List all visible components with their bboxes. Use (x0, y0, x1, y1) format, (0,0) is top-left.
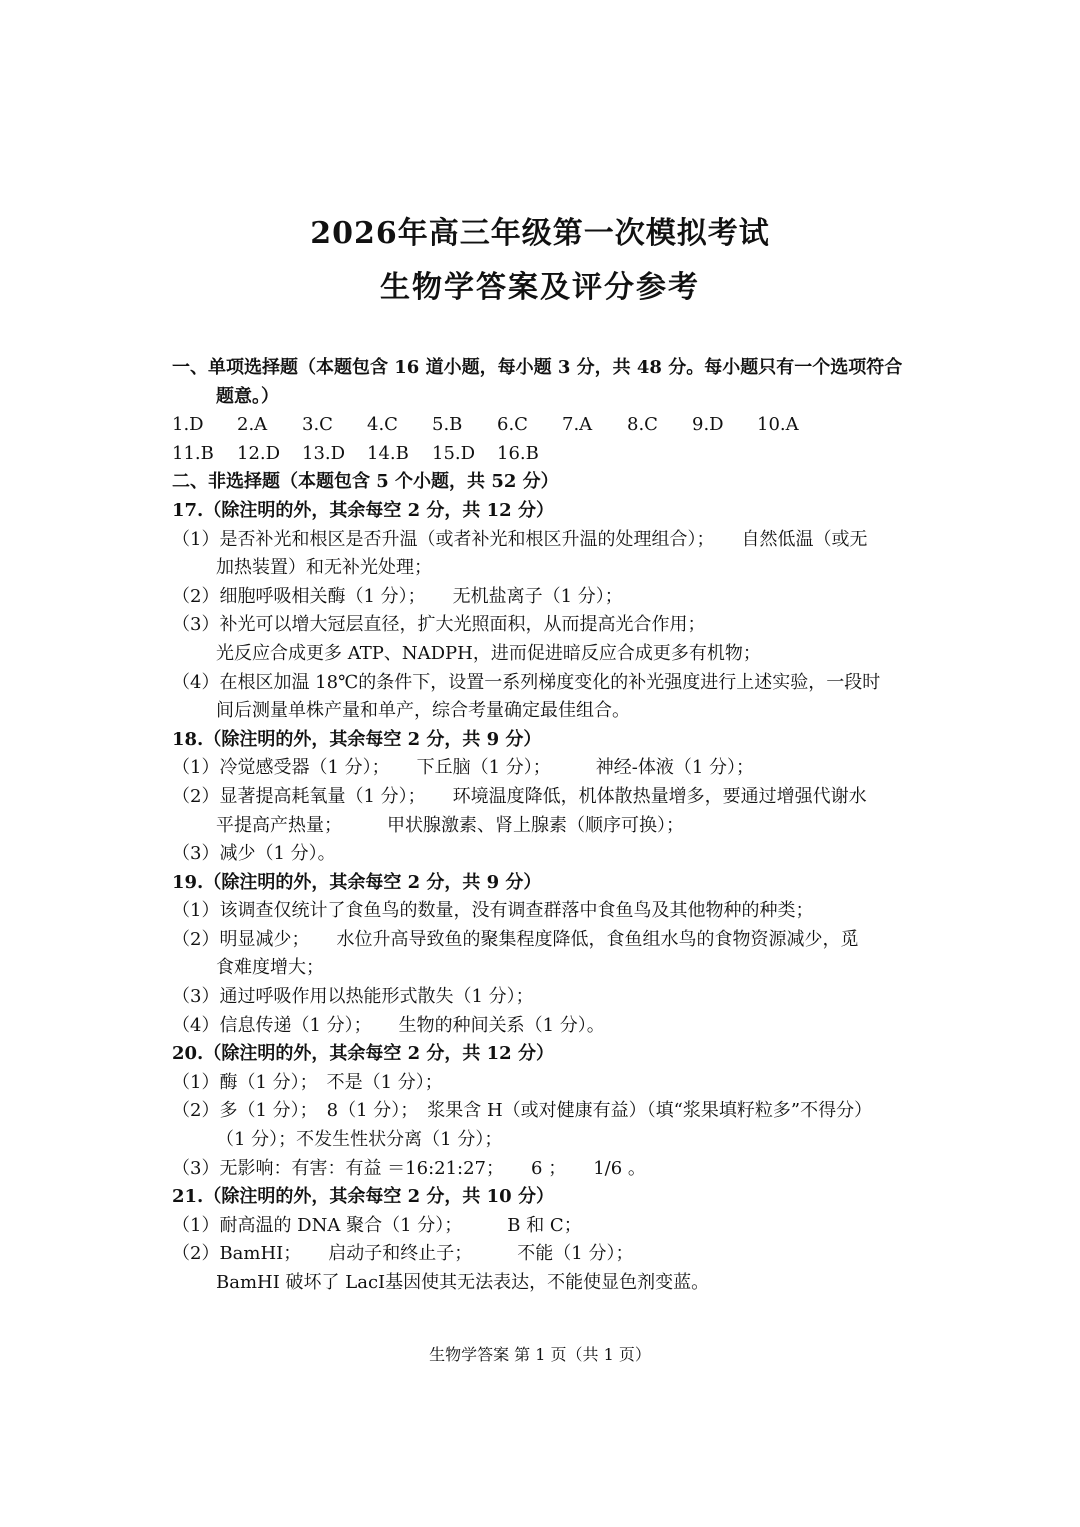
answer-content (172, 354, 920, 1298)
answer-line: 平提高产热量； 甲状腺激素、肾上腺素（顺序可换）； (216, 814, 684, 836)
mc-answer: 10.A (757, 414, 799, 436)
answer-line: （1）耐高温的 DNA 聚合（1 分）； B 和 C； (172, 1214, 582, 1236)
answer-line: （3）补光可以增大冠层直径，扩大光照面积，从而提高光合作用； (172, 614, 706, 636)
mc-answer: 9.D (692, 414, 724, 436)
section1-heading: 一、单项选择题（本题包含 16 道小题，每小题 3 分，共 48 分。每小题只有一个选项符合 (172, 357, 903, 378)
exam-subtitle: 生物学答案及评分参考 (380, 270, 700, 305)
section1-heading-cont: 题意。） (216, 385, 279, 407)
mc-answer: 14.B (367, 442, 409, 464)
answer-line: （1 分）；不发生性状分离（1 分）； (216, 1129, 503, 1151)
mc-answer: 4.C (367, 414, 398, 436)
answer-line: （1）冷觉感受器（1 分）； 下丘脑（1 分）； 神经-体液（1 分）； (172, 757, 755, 779)
answer-line: （2）显著提高耗氧量（1 分）； 环境温度降低，机体散热量增多，要通过增强代谢水 (172, 785, 867, 807)
answer-line: （2）明显减少； 水位升高导致鱼的聚集程度降低，食鱼组水鸟的食物资源减少，觅 (172, 928, 859, 950)
answer-line: （3）无影响：有害：有益 ＝16:21:27； 6 ； 1/6 。 (172, 1157, 646, 1179)
answer-line: （3）通过呼吸作用以热能形式散失（1 分）； (172, 986, 534, 1008)
exam-title: 2026年高三年级第一次模拟考试 (310, 216, 770, 251)
mc-answer: 7.A (562, 414, 593, 436)
mc-answer: 3.C (302, 414, 333, 436)
question-header: 20.（除注明的外，其余每空 2 分，共 12 分） (172, 1043, 554, 1065)
answer-line: （2）多（1 分）； 8（1 分）； 浆果含 H（或对健康有益）（填“浆果填籽粒多”不得分） (172, 1100, 873, 1122)
question-header: 18.（除注明的外，其余每空 2 分，共 9 分） (172, 728, 542, 750)
mc-answer: 13.D (302, 442, 346, 464)
answer-line: （4）在根区加温 18℃的条件下，设置一系列梯度变化的补光强度进行上述实验，一段时 (172, 671, 881, 693)
mc-answer: 15.D (432, 442, 476, 464)
mc-answers-row-2 (172, 440, 920, 469)
answer-line: 间后测量单株产量和单产，综合考量确定最佳组合。 (216, 700, 630, 722)
section2-heading: 二、非选择题（本题包含 5 个小题，共 52 分） (172, 471, 559, 493)
mc-answer: 5.B (432, 414, 463, 436)
answer-line: 加热装置）和无补光处理； (216, 557, 432, 579)
mc-answer: 16.B (497, 442, 539, 464)
answer-line: （1）是否补光和根区是否升温（或者补光和根区升温的处理组合）； 自然低温（或无 (172, 528, 868, 550)
question-header: 19.（除注明的外，其余每空 2 分，共 9 分） (172, 871, 542, 893)
mc-answers-row-1 (172, 411, 920, 440)
answer-line: BamHI 破坏了 LacⅠ基因使其无法表达，不能使显色剂变蓝。 (216, 1272, 710, 1293)
question-header: 21.（除注明的外，其余每空 2 分，共 10 分） (172, 1186, 554, 1208)
answer-line: 光反应合成更多 ATP、NADPH，进而促进暗反应合成更多有机物； (216, 642, 761, 664)
answer-line: （2）细胞呼吸相关酶（1 分）； 无机盐离子（1 分）； (172, 585, 623, 607)
mc-answer: 1.D (172, 414, 204, 436)
answer-line: （2）BamHⅠ； 启动子和终止子； 不能（1 分）； (172, 1243, 634, 1265)
answer-line: （1）该调查仅统计了食鱼鸟的数量，没有调查群落中食鱼鸟及其他物种的种类； (172, 900, 814, 922)
mc-answer: 11.B (172, 442, 214, 464)
answer-line: （1）酶（1 分）； 不是（1 分）； (172, 1071, 443, 1093)
answer-line: 食难度增大； (216, 957, 324, 979)
mc-answer: 12.D (237, 442, 281, 464)
answer-line: （4）信息传递（1 分）； 生物的种间关系（1 分）。 (172, 1014, 605, 1036)
question-answers (172, 497, 920, 1298)
mc-answer: 6.C (497, 414, 528, 436)
question-header: 17.（除注明的外，其余每空 2 分，共 12 分） (172, 499, 554, 521)
answer-line: （3）减少（1 分）。 (172, 843, 336, 865)
mc-answer: 8.C (627, 414, 658, 436)
mc-answer: 2.A (237, 414, 268, 436)
page-footer: 生物学答案 第 1 页（共 1 页） (429, 1345, 651, 1364)
